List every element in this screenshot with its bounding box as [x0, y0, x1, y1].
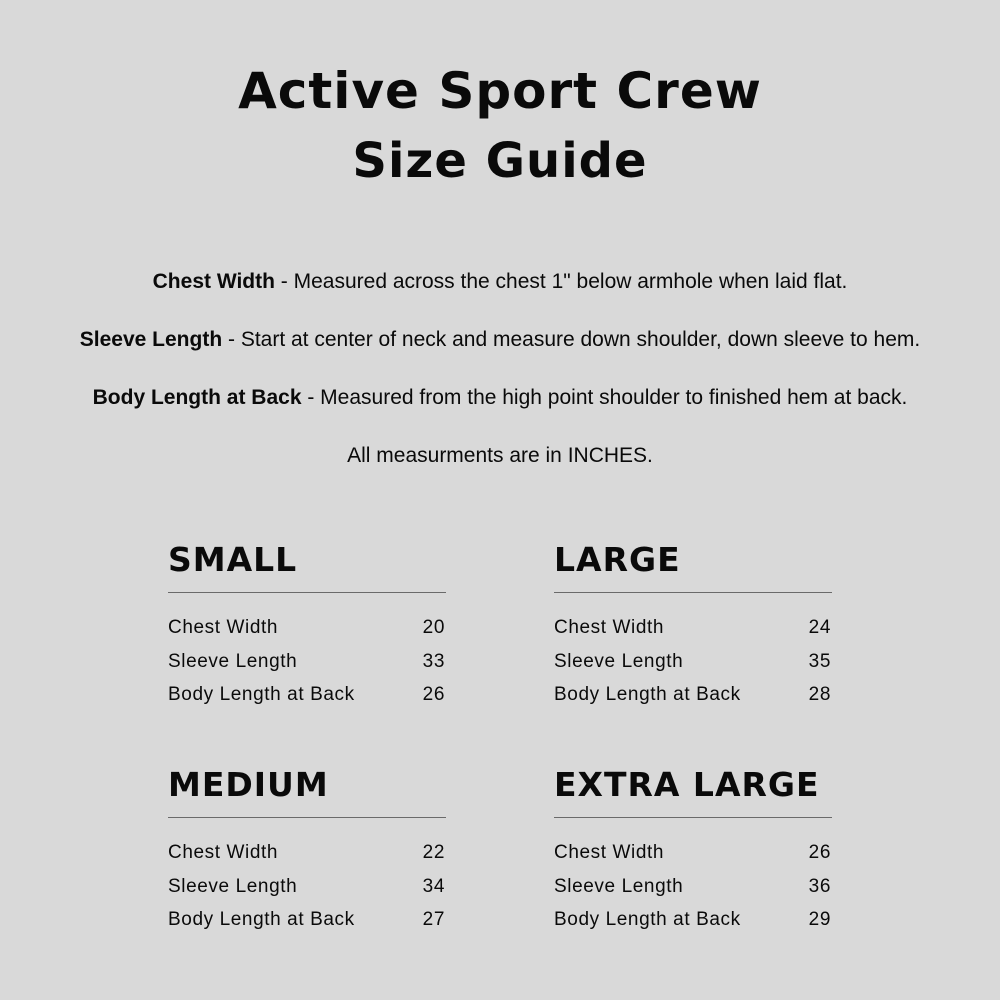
- measurement-row: [554, 645, 832, 679]
- description-term: Body Length at Back: [92, 386, 302, 409]
- measurement-row: [554, 870, 832, 904]
- measurement-label: Chest Width: [168, 842, 279, 863]
- measurement-value: 27: [422, 909, 445, 930]
- measurement-value: 24: [808, 617, 831, 638]
- measurement-value: 35: [808, 650, 831, 672]
- measurement-value: 26: [422, 684, 445, 705]
- measurement-label: Sleeve Length: [168, 650, 298, 672]
- page-subtitle: Size Guide: [352, 133, 648, 189]
- measurement-row: [168, 611, 446, 645]
- measurement-label: Body Length at Back: [168, 909, 355, 930]
- description-body-length: [0, 384, 1000, 412]
- page-title: Active Sport Crew: [238, 62, 762, 120]
- description-text: - Measured across the chest 1" below armhole when laid flat.: [274, 270, 848, 293]
- measurement-label: Chest Width: [554, 617, 665, 638]
- measurement-label: Chest Width: [168, 617, 279, 638]
- measurement-row: [554, 678, 832, 712]
- measurement-value: 20: [422, 617, 445, 638]
- measurement-value: 29: [808, 909, 831, 930]
- measurement-row: [168, 903, 446, 937]
- size-block-large: [554, 538, 832, 712]
- units-note: All measurments are in INCHES.: [347, 444, 653, 467]
- measurement-value: 22: [422, 842, 445, 863]
- measurement-label: Sleeve Length: [554, 650, 684, 672]
- measurement-row: [554, 836, 832, 870]
- measurement-value: 36: [808, 875, 831, 897]
- size-heading: LARGE: [554, 540, 681, 579]
- measurement-value: 33: [422, 650, 445, 672]
- measurement-row: [168, 836, 446, 870]
- description-chest-width: [0, 268, 1000, 296]
- measurement-row: [554, 611, 832, 645]
- size-block-small: [168, 538, 446, 712]
- measurement-row: [168, 678, 446, 712]
- measurement-label: Sleeve Length: [554, 875, 684, 897]
- divider: [168, 592, 446, 593]
- measurement-row: [168, 645, 446, 679]
- measurement-label: Body Length at Back: [554, 909, 741, 930]
- size-block-medium: [168, 763, 446, 937]
- divider: [168, 817, 446, 818]
- divider: [554, 817, 832, 818]
- size-heading: MEDIUM: [168, 765, 329, 804]
- description-term: Chest Width: [152, 270, 275, 293]
- measurement-row: [554, 903, 832, 937]
- size-block-extra-large: [554, 763, 832, 937]
- description-term: Sleeve Length: [79, 328, 223, 351]
- measurement-value: 26: [808, 842, 831, 863]
- description-sleeve-length: [0, 326, 1000, 354]
- measurement-label: Body Length at Back: [168, 684, 355, 705]
- measurement-row: [168, 870, 446, 904]
- measurement-label: Sleeve Length: [168, 875, 298, 897]
- measurement-value: 28: [808, 684, 831, 705]
- description-text: - Measured from the high point shoulder to finished hem at back.: [301, 386, 908, 409]
- measurement-label: Chest Width: [554, 842, 665, 863]
- measurement-value: 34: [422, 875, 445, 897]
- measurement-label: Body Length at Back: [554, 684, 741, 705]
- size-heading: EXTRA LARGE: [554, 765, 820, 804]
- divider: [554, 592, 832, 593]
- description-text: - Start at center of neck and measure down shoulder, down sleeve to hem.: [222, 328, 921, 351]
- size-heading: SMALL: [168, 540, 298, 579]
